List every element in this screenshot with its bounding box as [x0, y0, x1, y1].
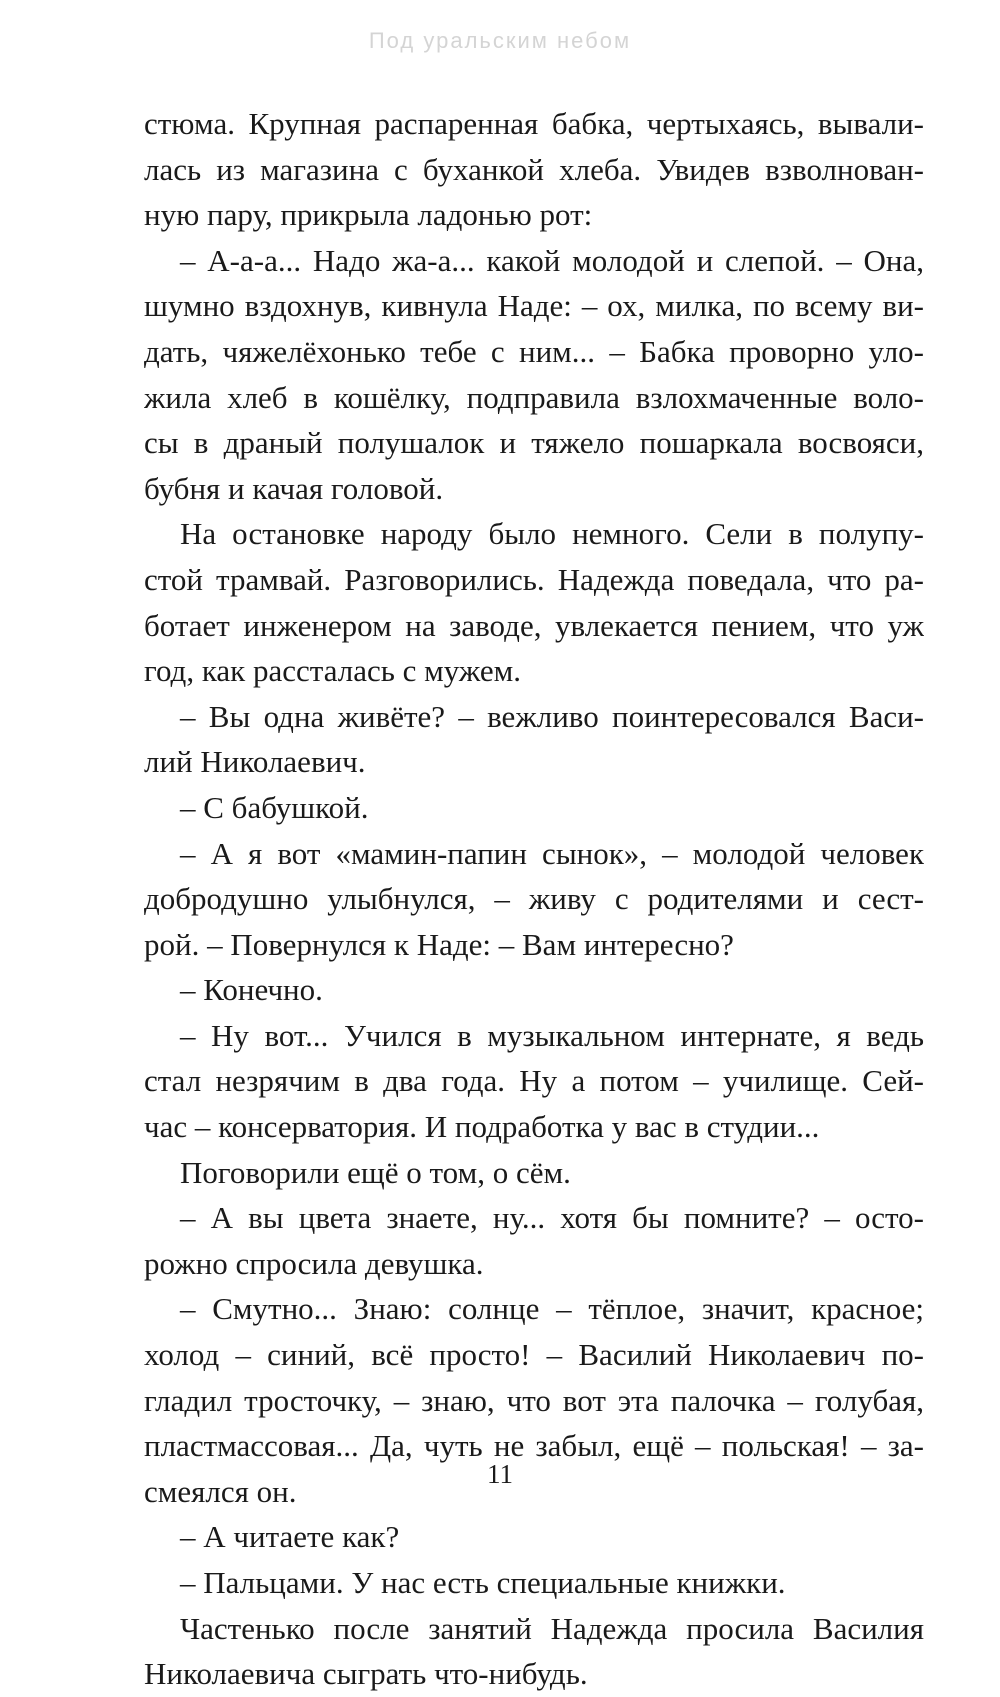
text-line: – Конечно. — [180, 972, 323, 1008]
text-line: смеялся он. — [144, 1473, 297, 1509]
text-line: холод – синий, всё просто! – Василий Николаевич по- — [144, 1337, 924, 1373]
text-line: Николаевича сыграть что-нибудь. — [144, 1656, 588, 1692]
text-line: стюма. Крупная распаренная бабка, чертыхаясь, вывали- — [144, 106, 924, 141]
text-line: – А читаете как? — [180, 1519, 400, 1555]
text-line: – Вы одна живёте? – вежливо поинтересовался Васи- — [180, 698, 924, 734]
text-line: шумно вздохнув, кивнула Наде: – ох, милка, по всему ви- — [144, 288, 924, 324]
text-line: – А вы цвета знаете, ну... хотя бы помните? – осто- — [180, 1200, 924, 1236]
page-number: 11 — [487, 1459, 513, 1489]
text-line: – А я вот «мамин-папин сынок», – молодой человек — [180, 835, 924, 871]
text-line: На остановке народу было немного. Сели в полупу- — [180, 516, 924, 552]
text-line: – Пальцами. У нас есть специальные книжки. — [180, 1565, 786, 1600]
text-line: дать, чяжелёхонько тебе с ним... – Бабка проворно уло- — [144, 333, 924, 369]
text-line: – Ну вот... Учился в музыкальном интернате, я ведь — [180, 1017, 924, 1053]
text-line: лий Николаевич. — [144, 744, 366, 780]
text-line: рожно спросила девушка. — [144, 1245, 484, 1281]
text-line: ботает инженером на заводе, увлекается пением, что уж — [144, 607, 924, 643]
text-line: – А-а-а... Надо жа-а... какой молодой и слепой. – Она, — [180, 242, 924, 278]
text-line: – С бабушкой. — [180, 789, 369, 825]
text-line: час – консерватория. И подработка у вас в студии... — [144, 1109, 820, 1145]
text-line: сы в драный полушалок и тяжело пошаркала восвояси, — [144, 425, 924, 461]
text-line: стал незрячим в два года. Ну а потом – училище. Сей- — [144, 1063, 924, 1099]
text-line: Поговорили ещё о том, о сём. — [180, 1154, 571, 1190]
text-line: бубня и качая головой. — [144, 470, 444, 506]
text-line: стой трамвай. Разговорились. Надежда поведала, что ра- — [144, 561, 924, 597]
text-line: лась из магазина с буханкой хлеба. Увидев взволнован- — [144, 151, 924, 187]
text-line: жила хлеб в кошёлку, подправила взлохмаченные воло- — [144, 379, 924, 415]
running-head: Под уральским небом — [368, 28, 632, 53]
text-line: год, как рассталась с мужем. — [144, 653, 521, 689]
text-line: пластмассовая... Да, чуть не забыл, ещё – польская! – за- — [144, 1428, 924, 1464]
text-line: рой. – Повернулся к Наде: – Вам интересно? — [144, 926, 734, 962]
text-line: гладил тросточку, – знаю, что вот эта палочка – голубая, — [144, 1382, 924, 1418]
text-line: – Смутно... Знаю: солнце – тёплое, значит, красное; — [180, 1291, 924, 1327]
text-line: Частенько после занятий Надежда просила Василия — [180, 1610, 924, 1646]
text-line: ную пару, прикрыла ладонью рот: — [144, 197, 593, 233]
text-line: добродушно улыбнулся, – живу с родителями и сест- — [144, 881, 924, 917]
